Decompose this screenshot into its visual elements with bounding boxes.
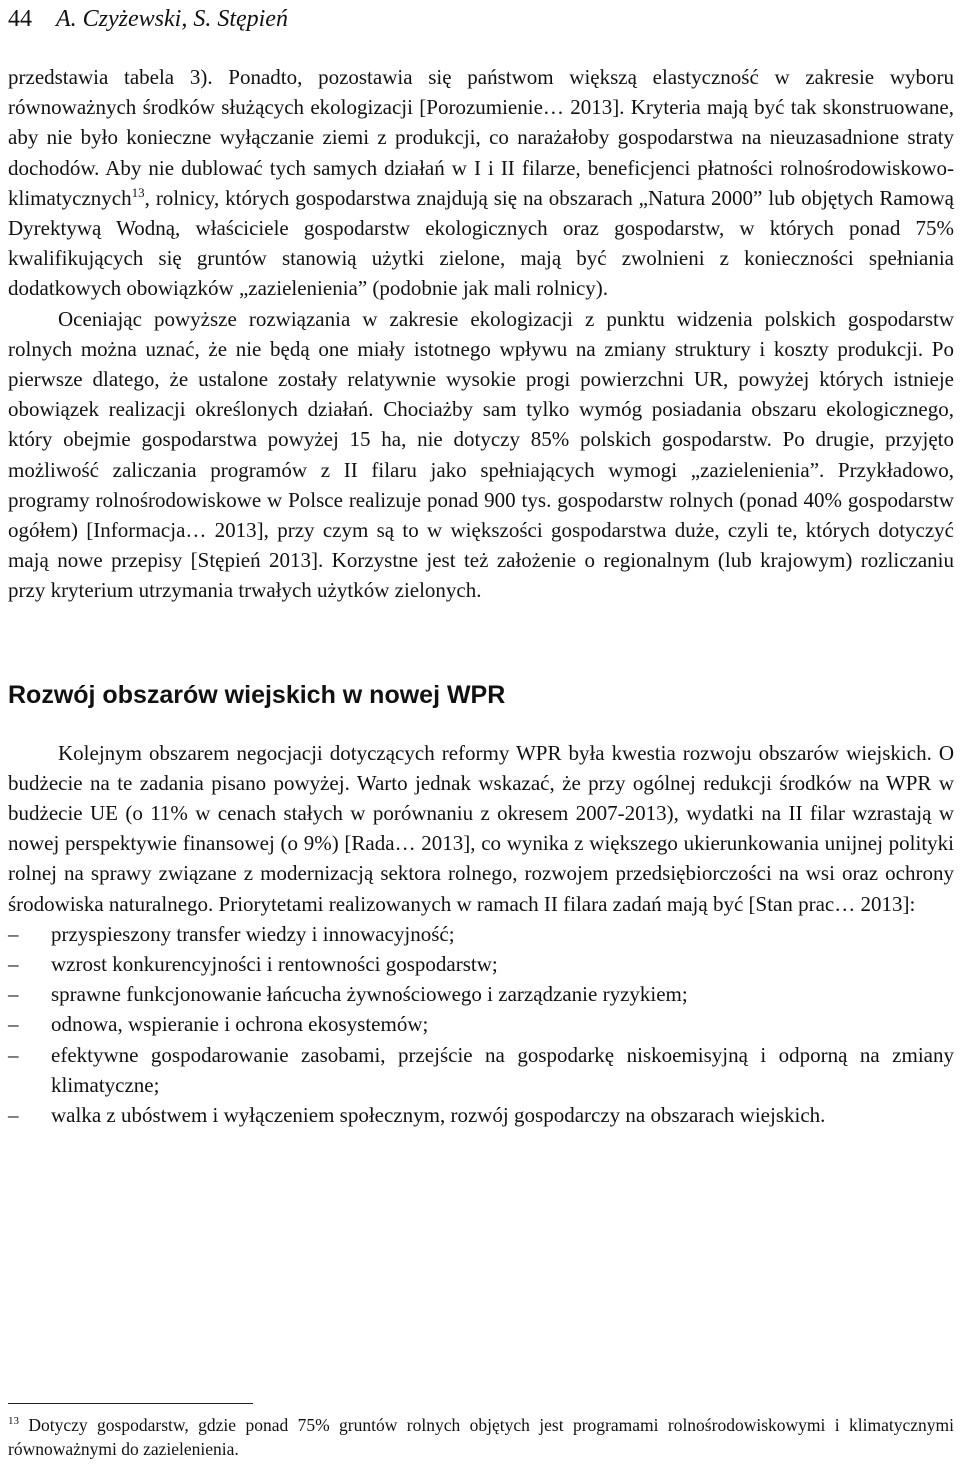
- section-heading: Rozwój obszarów wiejskich w nowej WPR: [8, 680, 506, 709]
- dash-bullet: –: [8, 952, 19, 977]
- paragraph-assessment: Oceniając powyższe rozwiązania w zakresie ekologizacji z punktu widzenia polskich gospodarstw rolnych można uznać, że nie będą one miały istotnego wpływu na zmiany struktury i koszty produkcji. Po pierwsze dlatego, że ustalone zostały relatywnie wysokie progi powierzchni UR, powyżej których istnieje obowiązek realizacji określonych działań. Chociażby sam tylko wymóg posiadania obszaru ekologicznego, który obejmie gospodarstwa powyżej 15 ha, nie dotyczy 85% polskich gospodarstw. Po drugie, przyjęto możliwość zaliczania programów z II filaru jako spełniających wymogi „zazielenienia”. Przykładowo, programy rolnośrodowiskowe w Polsce realizuje ponad 900 tys. gospodarstw rolnych (ponad 40% gospodarstw ogółem) [Informacja… 2013], przy czym są to w większości gospodarstwa duże, czyli te, których dotyczyć mają nowe przepisy [Stępień 2013]. Korzystne jest też założenie o regionalnym (lub krajowym) rozliczaniu przy kryterium utrzymania trwałych użytków zielonych.: [8, 306, 954, 603]
- paragraph-text: przedstawia tabela 3). Ponadto, pozostawia się państwom większą elastyczność w zakresie wyboru równoważnych środków służących ekologizacji [Porozumienie… 2013]. Kryteria mają być tak skonstruowane, aby nie było konieczne wyłączanie ziemi z produkcji, co narażałoby gospodarstwa na nieuzasadnione straty dochodów. Aby nie dublować tych samych działań w I i II filarze, beneficjenci płatności rolnośrodowiskowo-klimatycznych: [8, 65, 954, 210]
- running-header-authors: A. Czyżewski, S. Stępień: [56, 6, 288, 32]
- list-item-text: efektywne gospodarowanie zasobami, przejście na gospodarkę niskoemisyjną i odporną na zmiany klimatyczne;: [51, 1042, 954, 1097]
- list-item: [8, 919, 954, 949]
- list-item-text: przyspieszony transfer wiedzy i innowacyjność;: [51, 921, 455, 946]
- list-item: [8, 949, 954, 979]
- list-item-text: sprawne funkcjonowanie łańcucha żywnościowego i zarządzanie ryzykiem;: [51, 982, 688, 1007]
- footnote-ref[interactable]: 13: [131, 184, 145, 200]
- paragraph-text: , rolnicy, których gospodarstwa znajdują się na obszarach „Natura 2000” lub objętych Ramową Dyrektywą Wodną, właściciele gospodarstw ekologicznych oraz gospodarstw, w których ponad 75% kwalifikujących się gruntów stanowią użytki zielone, mają być zwolnieni z konieczności spełniania dodatkowych obowiązków „zazielenienia” (podobnie jak mali rolnicy).: [8, 185, 954, 301]
- footnote-marker: 13: [8, 1415, 19, 1428]
- paragraph-continuation: [8, 62, 954, 304]
- paragraph-section-intro: Kolejnym obszarem negocjacji dotyczących reformy WPR była kwestia rozwoju obszarów wiejskich. O budżecie na te zadania pisano powyżej. Warto jednak wskazać, że przy ogólnej redukcji środków na WPR w budżecie UE (o 11% w cenach stałych w porównaniu z okresem 2007-2013), wydatki na II filar wzrastają w nowej perspektywie finansowej (o 9%) [Rada… 2013], co wynika z większego ukierunkowania unijnej polityki rolnej na sprawy związane z modernizacją sektora rolnego, rozwojem przedsiębiorczości na wsi oraz ochrony środowiska naturalnego. Priorytetami realizowanych w ramach II filara zadań mają być [Stan prac… 2013]:: [8, 740, 954, 916]
- list-item: [8, 1009, 954, 1039]
- list-item: [8, 979, 954, 1009]
- dash-bullet: –: [8, 1103, 19, 1128]
- list-item-text: wzrost konkurencyjności i rentowności gospodarstw;: [51, 952, 498, 977]
- priority-list: [8, 919, 954, 1130]
- dash-bullet: –: [8, 921, 19, 946]
- dash-bullet: –: [8, 1012, 19, 1037]
- dash-bullet: –: [8, 982, 19, 1007]
- footnote: [8, 1413, 954, 1461]
- running-header: [8, 4, 288, 34]
- footnote-text: Dotyczy gospodarstw, gdzie ponad 75% gruntów rolnych objętych jest programami rolnośrodowiskowymi i klimatycznymi równoważnymi do zazielenienia.: [8, 1415, 954, 1459]
- list-item: [8, 1100, 954, 1130]
- list-item-text: odnowa, wspieranie i ochrona ekosystemów;: [51, 1012, 429, 1037]
- list-item: [8, 1040, 954, 1100]
- body-text: [8, 62, 954, 1130]
- footnote-divider: [8, 1403, 253, 1404]
- dash-bullet: –: [8, 1042, 19, 1067]
- list-item-text: walka z ubóstwem i wyłączeniem społecznym, rozwój gospodarczy na obszarach wiejskich.: [51, 1103, 826, 1128]
- page-number: 44: [8, 6, 32, 32]
